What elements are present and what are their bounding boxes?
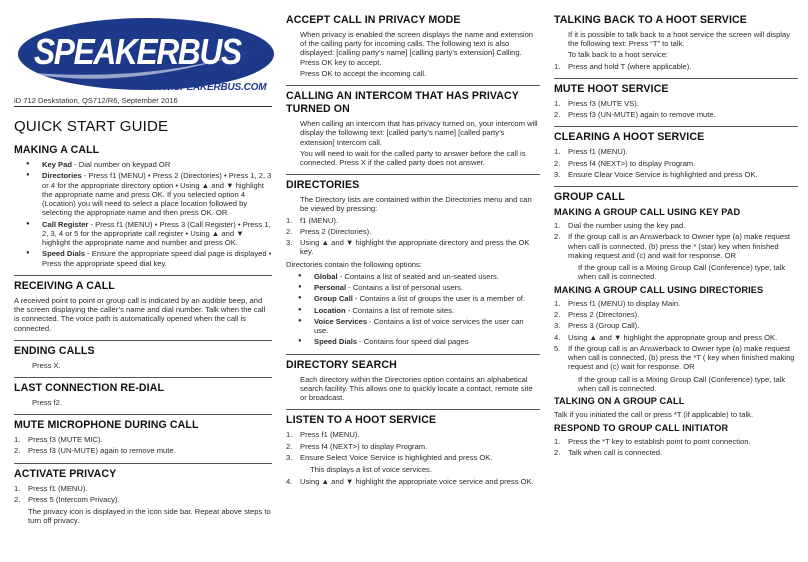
- section-heading: MAKING A CALL: [14, 144, 100, 157]
- list-item: ● Personal - Contains a list of personal users.: [286, 283, 540, 292]
- section-heading: TALKING BACK TO A HOOT SERVICE: [554, 14, 747, 26]
- section-mute-mic: [14, 414, 272, 455]
- section-heading: ACCEPT CALL IN PRIVACY MODE: [286, 14, 461, 26]
- note-text: This displays a list of voice services.: [310, 465, 432, 475]
- column-2: [286, 14, 540, 494]
- list-item: 1. Press f3 (MUTE MIC).: [14, 435, 103, 445]
- list-item: 1. Press f1 (MENU).: [286, 430, 360, 440]
- section-heading: GROUP CALL: [554, 186, 798, 204]
- section-group-call: [554, 186, 798, 457]
- list-item: 2. Press f3 (UN-MUTE) again to remove mute.: [554, 110, 716, 120]
- section-heading: LAST CONNECTION RE-DIAL: [14, 377, 272, 395]
- list-item: 2. Press f3 (UN-MUTE) again to remove mute.: [14, 446, 176, 456]
- document-version: iD 712 Deskstation, QS712/R6, September 2016: [14, 96, 178, 105]
- list-item: ● Directories - Press f1 (MENU) • Press 2 (Directories) • Press 1, 2, 3 or 4 for the appropriate directory option • Using ▲ and ▼ highlight the appropriate name and press OK. If you selected option 4 (Location) you will need to select a place location followed by selecting the appropriate name and then press OK. OR: [14, 171, 272, 217]
- body-text: Each directory within the Directories option contains an alphabetical search facility. This allows one to quickly locate a contact, remote site or broadcast.: [300, 374, 533, 403]
- list-item: 3. Ensure Clear Voice Service is highlighted and press OK.: [554, 169, 758, 179]
- section-listen-hoot: [286, 409, 540, 486]
- body-text: Talk if you initiated the call or press *T (if applicable) to talk.: [554, 410, 754, 420]
- list-item: ● Speed Dials - Ensure the appropriate speed dial page is displayed • Press the appropriate speed dial key.: [14, 249, 272, 268]
- body-text: To talk back to a hoot service:: [568, 50, 669, 60]
- section-heading: DIRECTORY SEARCH: [286, 354, 540, 372]
- list-item: ● Group Call - Contains a list of groups the user is a member of.: [286, 294, 540, 303]
- list-item: 2. Press f4 (NEXT>) to display Program.: [286, 441, 428, 451]
- section-accept-privacy: [286, 14, 540, 78]
- list-item: 1. Press f3 (MUTE VS).: [554, 98, 639, 108]
- section-directories: [286, 174, 540, 346]
- list-item: 2. If the group call is an Answerback to Owner type (a) make request when call is connected, (b) press the * (star) key when finished making request and (c) and wait for response. OR: [554, 232, 791, 260]
- list-item: 2. Talk when call is connected.: [554, 448, 663, 458]
- list-item: 5. If the group call is an Answerback to Owner type (a) make request when call is connected, (b) press the *T ( key when finished making request and (c) wait for response. OR: [554, 343, 795, 372]
- section-talk-hoot: [554, 14, 798, 71]
- body-text: The Directory lists are contained within the Directories menu and can be viewed by pressing:: [300, 195, 532, 214]
- body-text: Press OK to accept the incoming call.: [300, 68, 427, 78]
- website-link[interactable]: WWW.SPEAKERBUS.COM: [144, 82, 267, 93]
- section-redial: [14, 377, 272, 407]
- body-text: When privacy is enabled the screen displays the name and extension of the calling party for incoming calls. The following text is also displayed: [calling party’s name] [calling party’s extension] Calling. Press OK key to accept.: [300, 29, 534, 67]
- brand-name: SPEAKERBUS: [34, 31, 241, 72]
- section-heading: ACTIVATE PRIVACY: [14, 463, 272, 481]
- column-3: [554, 14, 798, 464]
- list-item: ● Global - Contains a list of seated and un-seated users.: [286, 272, 540, 281]
- section-heading: RECEIVING A CALL: [14, 275, 272, 293]
- list-item: 4. Using ▲ and ▼ highlight the appropriate voice service and press OK.: [286, 477, 534, 487]
- section-ending-calls: [14, 340, 272, 370]
- list-item: 1. Dial the number using the key pad.: [554, 221, 686, 231]
- section-clear-hoot: [554, 126, 798, 179]
- list-item: 1. Press f1 (MENU).: [554, 147, 628, 157]
- list-item: ● Voice Services - Contains a list of voice services the user can use.: [286, 317, 540, 336]
- list-item: ● Call Register - Press f1 (MENU) • Press 3 (Call Register) • Press 1, 2, 3, 4 or 5 for the appropriate call register • Using ▲ and ▼ highlight the appropriate name and number and press OK.: [14, 220, 272, 248]
- section-heading: CLEARING A HOOT SERVICE: [554, 126, 798, 144]
- subsection-heading: MAKING A GROUP CALL USING DIRECTORIES: [554, 284, 764, 295]
- section-receiving-call: [14, 275, 272, 333]
- subsection-heading: TALKING ON A GROUP CALL: [554, 396, 685, 407]
- list-item: 2. Press 2 (Directories).: [286, 226, 372, 236]
- section-heading: LISTEN TO A HOOT SERVICE: [286, 409, 540, 427]
- list-item: ● Location - Contains a list of remote sites.: [286, 306, 540, 315]
- note-text: If the group call is a Mixing Group Call (Conference) type, talk when call is connected.: [578, 263, 786, 282]
- section-intercom-privacy: [286, 85, 540, 167]
- list-item: 2. Press 5 (Intercom Privacy).: [14, 494, 120, 504]
- section-heading: CALLING AN INTERCOM THAT HAS PRIVACY TURNED ON: [286, 85, 540, 116]
- section-heading: MUTE MICROPHONE DURING CALL: [14, 414, 272, 432]
- section-heading: ENDING CALLS: [14, 340, 272, 358]
- list-item: 1. Press f1 (MENU) to display Main.: [554, 298, 681, 308]
- subsection-heading: MAKING A GROUP CALL USING KEY PAD: [554, 206, 741, 217]
- list-item: 2. Press f4 (NEXT>) to display Program.: [554, 158, 696, 168]
- section-directory-search: [286, 354, 540, 403]
- list-item: 3. Ensure Select Voice Service is highlighted and press OK.: [286, 452, 493, 462]
- body-text: If it is possible to talk back to a hoot service the screen will display the following text: Press “T” to talk.: [568, 29, 791, 49]
- list-item: 1. Press the *T key to establish point to point connection.: [554, 436, 751, 446]
- list-item: 1. Press and hold T (where applicable).: [554, 61, 692, 71]
- body-text: Press X.: [32, 360, 61, 370]
- list-item: 4. Using ▲ and ▼ highlight the appropriate group and press OK.: [554, 332, 778, 342]
- list-item: ● Speed Dials - Contains four speed dial pages: [286, 337, 540, 346]
- column-1: [14, 106, 272, 533]
- body-text: Press f2.: [32, 397, 62, 407]
- body-text: A received point to point or group call is indicated by an audible beep, and the screen displaying the caller’s name and dial number. Talk when the call is connected. The voice path is automatically opened when the call is connected.: [14, 295, 266, 333]
- section-activate-privacy: [14, 463, 272, 526]
- list-item: ● Key Pad - Dial number on keypad OR: [14, 160, 272, 169]
- note-text: The privacy icon is displayed in the icon side bar. Repeat above steps to turn off privacy.: [28, 507, 271, 526]
- list-item: 3. Using ▲ and ▼ highlight the appropriate directory and press the OK key.: [286, 238, 530, 257]
- note-text: If the group call is a Mixing Group Call (Conference) type, talk when call is connected.: [578, 374, 786, 393]
- section-heading: DIRECTORIES: [286, 174, 540, 192]
- section-mute-hoot: [554, 78, 798, 119]
- subsection-heading: RESPOND TO GROUP CALL INITIATOR: [554, 422, 729, 433]
- list-item: 2. Press 2 (Directories).: [554, 310, 640, 320]
- list-item: 1. Press f1 (MENU).: [14, 483, 88, 493]
- section-heading: MUTE HOOT SERVICE: [554, 78, 798, 96]
- body-text: You will need to wait for the called party to answer before the call is connected. Press X if the called party does not answer.: [300, 148, 526, 168]
- body-text: When calling an intercom that has privacy turned on, your intercom will display the following text: [called party’s name] [called party’s extension] Intercom call.: [300, 119, 538, 147]
- section-making-call: [14, 144, 272, 268]
- list-item: 1. f1 (MENU).: [286, 215, 338, 225]
- list-item: 3. Press 3 (Group Call).: [554, 321, 640, 331]
- body-text: Directories contain the following options:: [286, 259, 422, 269]
- page-title: QUICK START GUIDE: [14, 106, 272, 136]
